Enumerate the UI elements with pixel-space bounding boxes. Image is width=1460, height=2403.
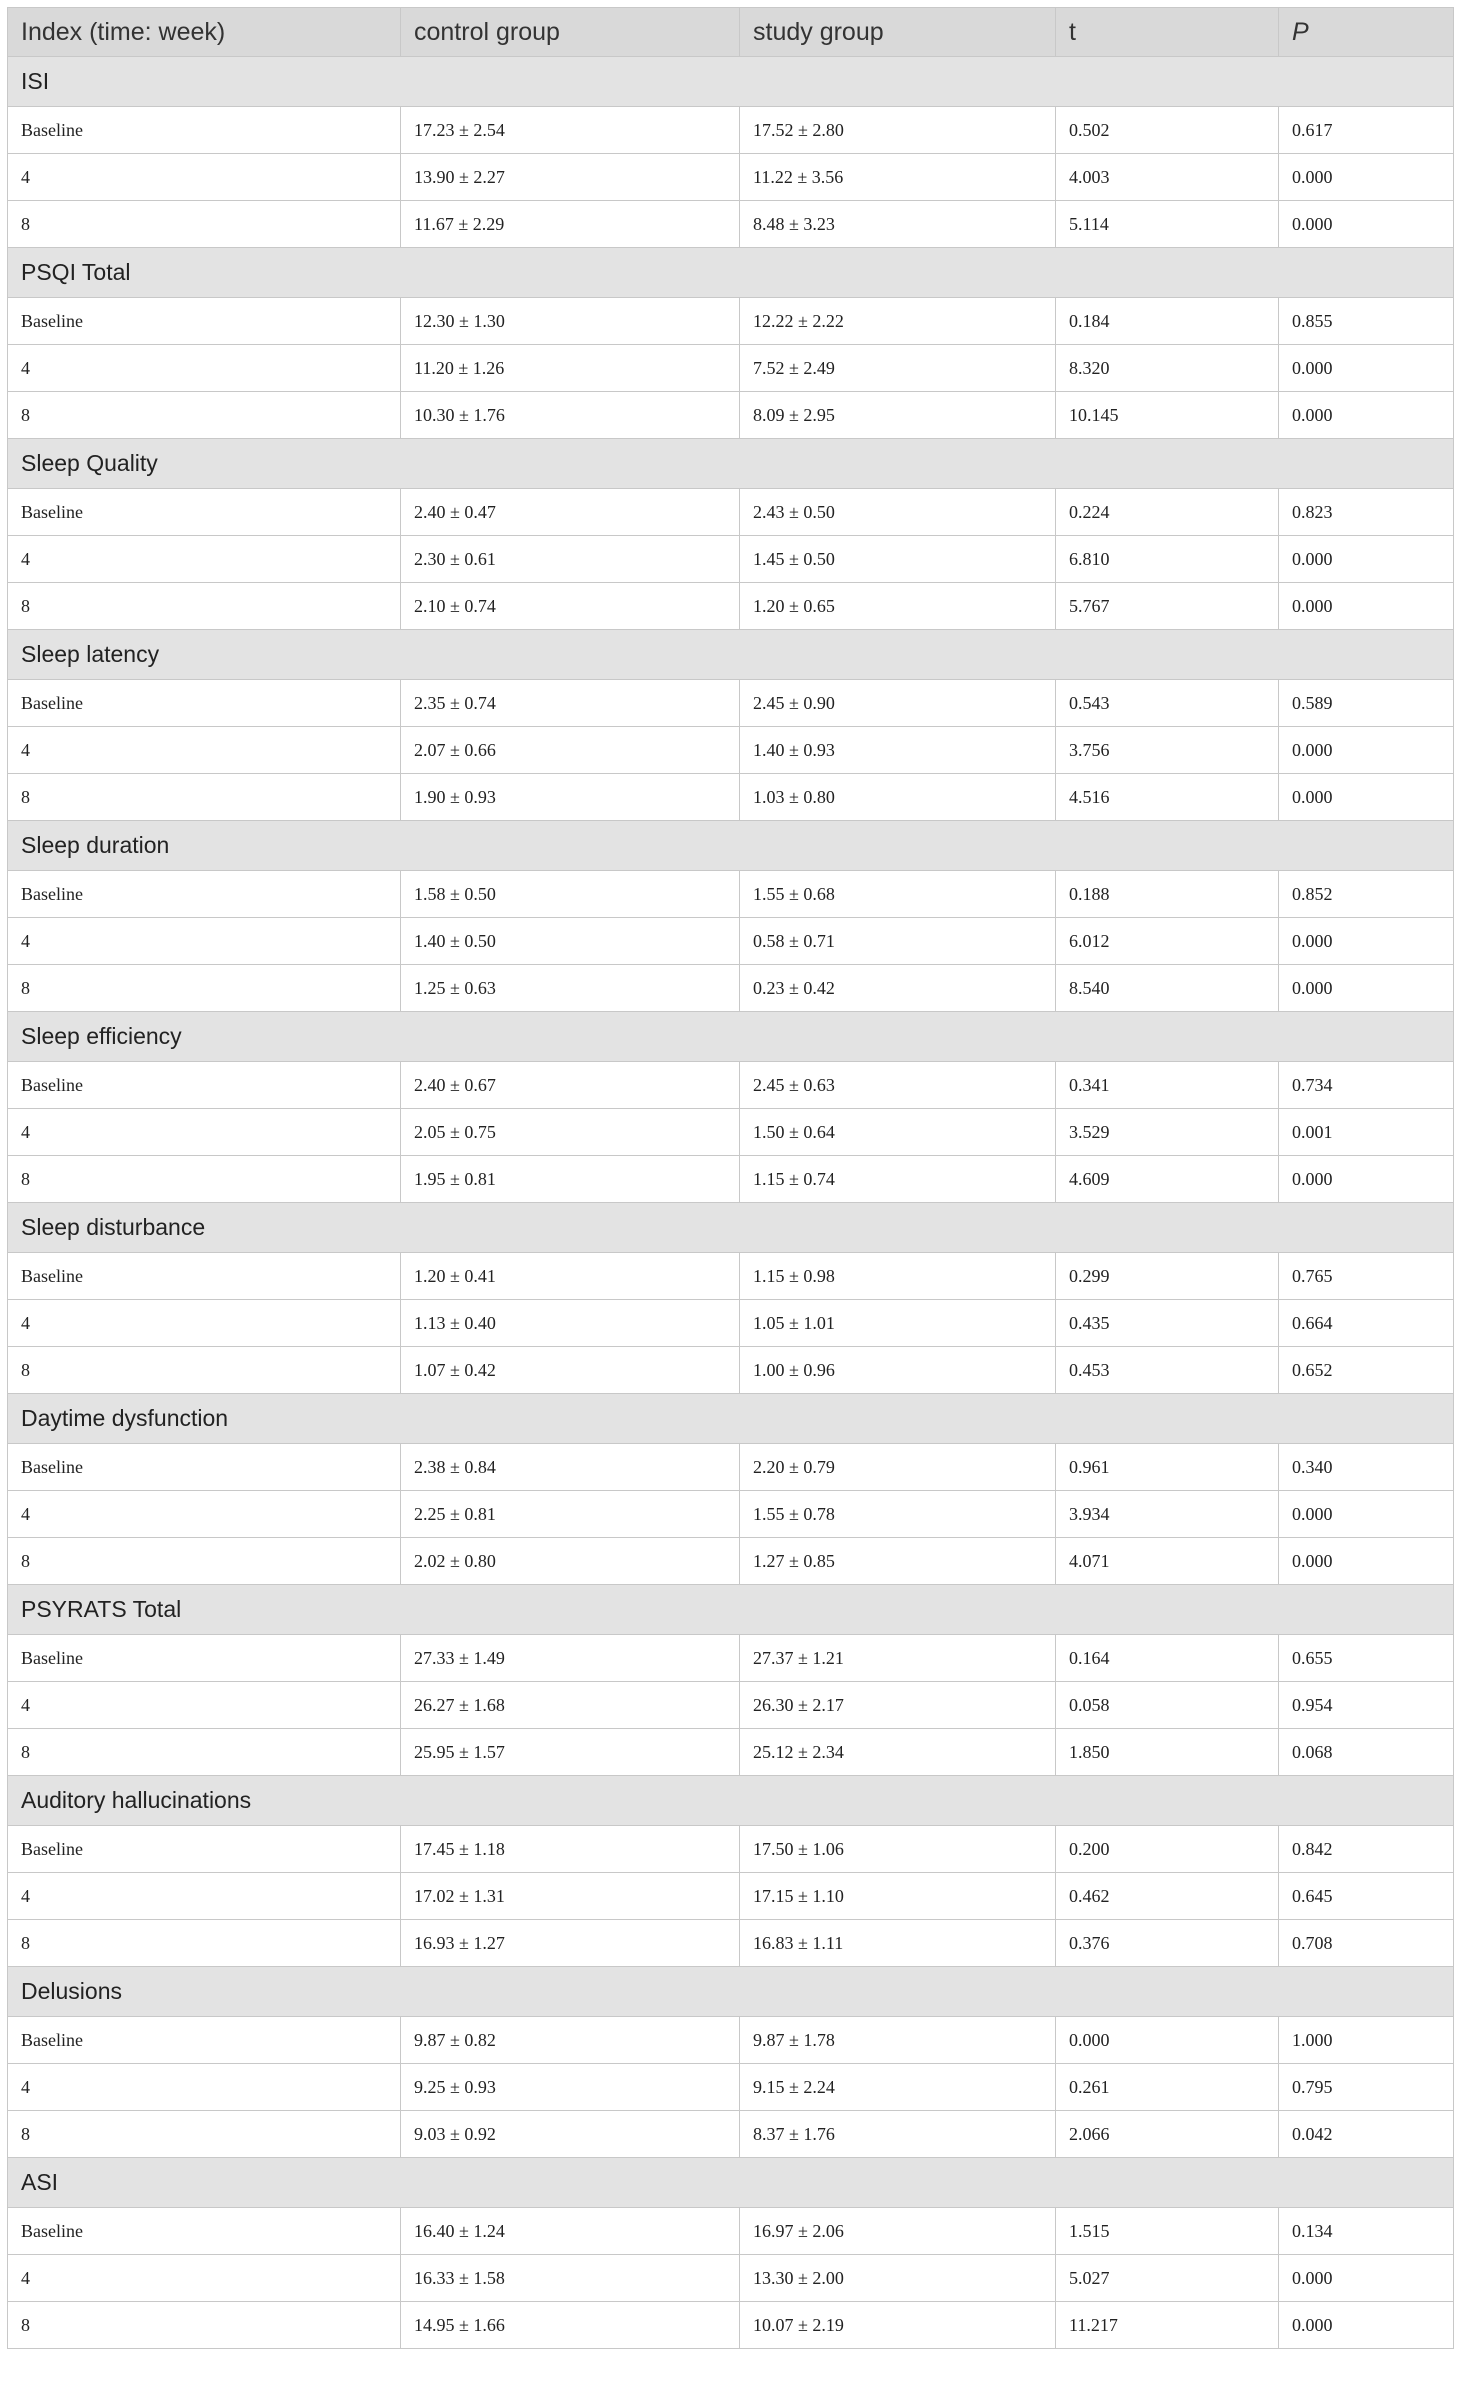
t-value-cell: 0.184	[1056, 298, 1279, 345]
study-group-cell: 27.37 ± 1.21	[740, 1635, 1056, 1682]
table-row	[8, 1347, 1454, 1394]
time-cell: 8	[8, 392, 401, 439]
header-index: Index (time: week)	[8, 8, 401, 57]
table-row	[8, 2017, 1454, 2064]
control-group-cell: 2.05 ± 0.75	[401, 1109, 740, 1156]
control-group-cell: 12.30 ± 1.30	[401, 298, 740, 345]
section-row	[8, 1394, 1454, 1444]
control-group-cell: 2.07 ± 0.66	[401, 727, 740, 774]
table-row	[8, 2208, 1454, 2255]
section-title: PSYRATS Total	[8, 1585, 1454, 1635]
time-cell: 4	[8, 1491, 401, 1538]
p-value-cell: 0.617	[1279, 107, 1454, 154]
time-cell: 8	[8, 583, 401, 630]
section-title: Sleep disturbance	[8, 1203, 1454, 1253]
time-cell: 4	[8, 1682, 401, 1729]
section-title: Daytime dysfunction	[8, 1394, 1454, 1444]
section-title: Sleep efficiency	[8, 1012, 1454, 1062]
t-value-cell: 0.000	[1056, 2017, 1279, 2064]
control-group-cell: 14.95 ± 1.66	[401, 2302, 740, 2349]
p-value-cell: 0.068	[1279, 1729, 1454, 1776]
control-group-cell: 1.95 ± 0.81	[401, 1156, 740, 1203]
results-table	[7, 7, 1454, 2349]
table-row	[8, 1826, 1454, 1873]
control-group-cell: 9.03 ± 0.92	[401, 2111, 740, 2158]
time-cell: 8	[8, 1920, 401, 1967]
p-value-cell: 0.589	[1279, 680, 1454, 727]
control-group-cell: 2.10 ± 0.74	[401, 583, 740, 630]
time-cell: 4	[8, 1109, 401, 1156]
t-value-cell: 0.435	[1056, 1300, 1279, 1347]
header-row	[8, 8, 1454, 57]
time-cell: Baseline	[8, 2208, 401, 2255]
control-group-cell: 17.45 ± 1.18	[401, 1826, 740, 1873]
section-row	[8, 248, 1454, 298]
t-value-cell: 6.012	[1056, 918, 1279, 965]
time-cell: 4	[8, 154, 401, 201]
table-row	[8, 918, 1454, 965]
p-value-cell: 0.795	[1279, 2064, 1454, 2111]
control-group-cell: 1.90 ± 0.93	[401, 774, 740, 821]
control-group-cell: 10.30 ± 1.76	[401, 392, 740, 439]
t-value-cell: 5.027	[1056, 2255, 1279, 2302]
time-cell: 8	[8, 1156, 401, 1203]
section-title: Auditory hallucinations	[8, 1776, 1454, 1826]
control-group-cell: 26.27 ± 1.68	[401, 1682, 740, 1729]
control-group-cell: 2.40 ± 0.47	[401, 489, 740, 536]
control-group-cell: 2.40 ± 0.67	[401, 1062, 740, 1109]
p-value-cell: 0.000	[1279, 2302, 1454, 2349]
table-row	[8, 107, 1454, 154]
time-cell: Baseline	[8, 680, 401, 727]
p-value-cell: 0.734	[1279, 1062, 1454, 1109]
p-value-cell: 0.664	[1279, 1300, 1454, 1347]
time-cell: 4	[8, 536, 401, 583]
t-value-cell: 5.767	[1056, 583, 1279, 630]
p-value-cell: 0.652	[1279, 1347, 1454, 1394]
table-row	[8, 965, 1454, 1012]
table-row	[8, 489, 1454, 536]
control-group-cell: 11.67 ± 2.29	[401, 201, 740, 248]
study-group-cell: 13.30 ± 2.00	[740, 2255, 1056, 2302]
time-cell: Baseline	[8, 298, 401, 345]
study-group-cell: 26.30 ± 2.17	[740, 1682, 1056, 1729]
t-value-cell: 0.453	[1056, 1347, 1279, 1394]
control-group-cell: 27.33 ± 1.49	[401, 1635, 740, 1682]
table-row	[8, 1444, 1454, 1491]
study-group-cell: 16.83 ± 1.11	[740, 1920, 1056, 1967]
t-value-cell: 0.462	[1056, 1873, 1279, 1920]
study-group-cell: 1.00 ± 0.96	[740, 1347, 1056, 1394]
table-row	[8, 298, 1454, 345]
control-group-cell: 1.58 ± 0.50	[401, 871, 740, 918]
table-row	[8, 2255, 1454, 2302]
p-value-cell: 0.000	[1279, 2255, 1454, 2302]
p-value-cell: 0.954	[1279, 1682, 1454, 1729]
control-group-cell: 1.07 ± 0.42	[401, 1347, 740, 1394]
p-value-cell: 0.000	[1279, 345, 1454, 392]
t-value-cell: 0.299	[1056, 1253, 1279, 1300]
study-group-cell: 1.15 ± 0.74	[740, 1156, 1056, 1203]
control-group-cell: 1.20 ± 0.41	[401, 1253, 740, 1300]
section-row	[8, 821, 1454, 871]
table-header	[8, 8, 1454, 57]
section-row	[8, 1203, 1454, 1253]
section-row	[8, 1776, 1454, 1826]
time-cell: 8	[8, 201, 401, 248]
p-value-cell: 1.000	[1279, 2017, 1454, 2064]
section-title: ASI	[8, 2158, 1454, 2208]
t-value-cell: 4.516	[1056, 774, 1279, 821]
t-value-cell: 11.217	[1056, 2302, 1279, 2349]
time-cell: 8	[8, 1538, 401, 1585]
p-value-cell: 0.042	[1279, 2111, 1454, 2158]
table-row	[8, 2064, 1454, 2111]
study-group-cell: 16.97 ± 2.06	[740, 2208, 1056, 2255]
p-value-cell: 0.000	[1279, 583, 1454, 630]
study-group-cell: 1.50 ± 0.64	[740, 1109, 1056, 1156]
table-row	[8, 774, 1454, 821]
control-group-cell: 16.33 ± 1.58	[401, 2255, 740, 2302]
study-group-cell: 9.87 ± 1.78	[740, 2017, 1056, 2064]
table-row	[8, 1109, 1454, 1156]
control-group-cell: 9.87 ± 0.82	[401, 2017, 740, 2064]
t-value-cell: 8.540	[1056, 965, 1279, 1012]
control-group-cell: 1.13 ± 0.40	[401, 1300, 740, 1347]
p-value-cell: 0.708	[1279, 1920, 1454, 1967]
study-group-cell: 1.45 ± 0.50	[740, 536, 1056, 583]
control-group-cell: 1.40 ± 0.50	[401, 918, 740, 965]
table-row	[8, 2302, 1454, 2349]
t-value-cell: 0.502	[1056, 107, 1279, 154]
control-group-cell: 2.30 ± 0.61	[401, 536, 740, 583]
table-row	[8, 1635, 1454, 1682]
table-row	[8, 2111, 1454, 2158]
p-value-cell: 0.000	[1279, 1156, 1454, 1203]
section-title: ISI	[8, 57, 1454, 107]
table-row	[8, 727, 1454, 774]
table-row	[8, 1062, 1454, 1109]
table-body	[8, 57, 1454, 2349]
control-group-cell: 25.95 ± 1.57	[401, 1729, 740, 1776]
t-value-cell: 10.145	[1056, 392, 1279, 439]
study-group-cell: 2.43 ± 0.50	[740, 489, 1056, 536]
study-group-cell: 8.09 ± 2.95	[740, 392, 1056, 439]
p-value-cell: 0.645	[1279, 1873, 1454, 1920]
p-value-cell: 0.000	[1279, 392, 1454, 439]
section-row	[8, 1012, 1454, 1062]
table-row	[8, 1156, 1454, 1203]
t-value-cell: 6.810	[1056, 536, 1279, 583]
time-cell: 8	[8, 1729, 401, 1776]
t-value-cell: 0.961	[1056, 1444, 1279, 1491]
section-row	[8, 2158, 1454, 2208]
time-cell: 8	[8, 1347, 401, 1394]
p-value-cell: 0.000	[1279, 774, 1454, 821]
control-group-cell: 2.25 ± 0.81	[401, 1491, 740, 1538]
section-title: Sleep latency	[8, 630, 1454, 680]
p-value-cell: 0.000	[1279, 965, 1454, 1012]
study-group-cell: 1.05 ± 1.01	[740, 1300, 1056, 1347]
section-title: Delusions	[8, 1967, 1454, 2017]
section-title: Sleep Quality	[8, 439, 1454, 489]
study-group-cell: 2.45 ± 0.90	[740, 680, 1056, 727]
study-group-cell: 17.50 ± 1.06	[740, 1826, 1056, 1873]
p-value-cell: 0.340	[1279, 1444, 1454, 1491]
table-row	[8, 536, 1454, 583]
time-cell: Baseline	[8, 871, 401, 918]
control-group-cell: 2.38 ± 0.84	[401, 1444, 740, 1491]
study-group-cell: 1.15 ± 0.98	[740, 1253, 1056, 1300]
study-group-cell: 0.23 ± 0.42	[740, 965, 1056, 1012]
study-group-cell: 1.55 ± 0.68	[740, 871, 1056, 918]
study-group-cell: 7.52 ± 2.49	[740, 345, 1056, 392]
study-group-cell: 1.03 ± 0.80	[740, 774, 1056, 821]
p-value-cell: 0.000	[1279, 201, 1454, 248]
p-value-cell: 0.823	[1279, 489, 1454, 536]
section-row	[8, 1967, 1454, 2017]
time-cell: 8	[8, 2302, 401, 2349]
section-title: Sleep duration	[8, 821, 1454, 871]
header-p: P	[1279, 8, 1454, 57]
t-value-cell: 0.261	[1056, 2064, 1279, 2111]
time-cell: 4	[8, 345, 401, 392]
table-row	[8, 1873, 1454, 1920]
study-group-cell: 1.55 ± 0.78	[740, 1491, 1056, 1538]
study-group-cell: 12.22 ± 2.22	[740, 298, 1056, 345]
t-value-cell: 4.071	[1056, 1538, 1279, 1585]
study-group-cell: 1.20 ± 0.65	[740, 583, 1056, 630]
t-value-cell: 4.003	[1056, 154, 1279, 201]
time-cell: Baseline	[8, 1444, 401, 1491]
p-value-cell: 0.655	[1279, 1635, 1454, 1682]
study-group-cell: 17.15 ± 1.10	[740, 1873, 1056, 1920]
study-group-cell: 0.58 ± 0.71	[740, 918, 1056, 965]
table-row	[8, 154, 1454, 201]
control-group-cell: 17.02 ± 1.31	[401, 1873, 740, 1920]
time-cell: 4	[8, 2064, 401, 2111]
p-value-cell: 0.000	[1279, 727, 1454, 774]
t-value-cell: 2.066	[1056, 2111, 1279, 2158]
section-row	[8, 630, 1454, 680]
table-row	[8, 871, 1454, 918]
control-group-cell: 11.20 ± 1.26	[401, 345, 740, 392]
header-t: t	[1056, 8, 1279, 57]
time-cell: Baseline	[8, 107, 401, 154]
control-group-cell: 13.90 ± 2.27	[401, 154, 740, 201]
time-cell: 4	[8, 1873, 401, 1920]
t-value-cell: 4.609	[1056, 1156, 1279, 1203]
time-cell: 4	[8, 918, 401, 965]
time-cell: 4	[8, 727, 401, 774]
t-value-cell: 0.188	[1056, 871, 1279, 918]
p-value-cell: 0.000	[1279, 918, 1454, 965]
study-group-cell: 1.27 ± 0.85	[740, 1538, 1056, 1585]
t-value-cell: 0.376	[1056, 1920, 1279, 1967]
table-row	[8, 345, 1454, 392]
time-cell: Baseline	[8, 1062, 401, 1109]
t-value-cell: 8.320	[1056, 345, 1279, 392]
table-row	[8, 583, 1454, 630]
t-value-cell: 0.341	[1056, 1062, 1279, 1109]
t-value-cell: 0.543	[1056, 680, 1279, 727]
control-group-cell: 9.25 ± 0.93	[401, 2064, 740, 2111]
table-row	[8, 1920, 1454, 1967]
t-value-cell: 3.529	[1056, 1109, 1279, 1156]
time-cell: Baseline	[8, 1253, 401, 1300]
table-row	[8, 1253, 1454, 1300]
t-value-cell: 1.850	[1056, 1729, 1279, 1776]
t-value-cell: 0.164	[1056, 1635, 1279, 1682]
table-row	[8, 392, 1454, 439]
t-value-cell: 0.224	[1056, 489, 1279, 536]
study-group-cell: 25.12 ± 2.34	[740, 1729, 1056, 1776]
t-value-cell: 3.756	[1056, 727, 1279, 774]
p-value-cell: 0.765	[1279, 1253, 1454, 1300]
table-row	[8, 201, 1454, 248]
control-group-cell: 17.23 ± 2.54	[401, 107, 740, 154]
table-row	[8, 1682, 1454, 1729]
time-cell: 8	[8, 2111, 401, 2158]
p-value-cell: 0.001	[1279, 1109, 1454, 1156]
study-group-cell: 8.48 ± 3.23	[740, 201, 1056, 248]
study-group-cell: 17.52 ± 2.80	[740, 107, 1056, 154]
study-group-cell: 9.15 ± 2.24	[740, 2064, 1056, 2111]
p-value-cell: 0.842	[1279, 1826, 1454, 1873]
t-value-cell: 0.058	[1056, 1682, 1279, 1729]
t-value-cell: 1.515	[1056, 2208, 1279, 2255]
time-cell: 8	[8, 774, 401, 821]
p-value-cell: 0.855	[1279, 298, 1454, 345]
table-row	[8, 680, 1454, 727]
study-group-cell: 8.37 ± 1.76	[740, 2111, 1056, 2158]
p-value-cell: 0.000	[1279, 1538, 1454, 1585]
t-value-cell: 3.934	[1056, 1491, 1279, 1538]
table-row	[8, 1491, 1454, 1538]
p-value-cell: 0.134	[1279, 2208, 1454, 2255]
control-group-cell: 2.35 ± 0.74	[401, 680, 740, 727]
time-cell: Baseline	[8, 1826, 401, 1873]
p-value-cell: 0.852	[1279, 871, 1454, 918]
time-cell: Baseline	[8, 489, 401, 536]
header-study-group: study group	[740, 8, 1056, 57]
control-group-cell: 16.40 ± 1.24	[401, 2208, 740, 2255]
control-group-cell: 1.25 ± 0.63	[401, 965, 740, 1012]
section-row	[8, 439, 1454, 489]
table-row	[8, 1729, 1454, 1776]
section-row	[8, 1585, 1454, 1635]
p-value-cell: 0.000	[1279, 536, 1454, 583]
p-value-cell: 0.000	[1279, 1491, 1454, 1538]
time-cell: Baseline	[8, 2017, 401, 2064]
time-cell: 4	[8, 2255, 401, 2302]
t-value-cell: 0.200	[1056, 1826, 1279, 1873]
section-title: PSQI Total	[8, 248, 1454, 298]
study-group-cell: 1.40 ± 0.93	[740, 727, 1056, 774]
time-cell: 8	[8, 965, 401, 1012]
table-row	[8, 1538, 1454, 1585]
p-value-cell: 0.000	[1279, 154, 1454, 201]
study-group-cell: 2.45 ± 0.63	[740, 1062, 1056, 1109]
control-group-cell: 2.02 ± 0.80	[401, 1538, 740, 1585]
header-control-group: control group	[401, 8, 740, 57]
t-value-cell: 5.114	[1056, 201, 1279, 248]
table-row	[8, 1300, 1454, 1347]
control-group-cell: 16.93 ± 1.27	[401, 1920, 740, 1967]
time-cell: Baseline	[8, 1635, 401, 1682]
study-group-cell: 2.20 ± 0.79	[740, 1444, 1056, 1491]
section-row	[8, 57, 1454, 107]
study-group-cell: 11.22 ± 3.56	[740, 154, 1056, 201]
study-group-cell: 10.07 ± 2.19	[740, 2302, 1056, 2349]
time-cell: 4	[8, 1300, 401, 1347]
